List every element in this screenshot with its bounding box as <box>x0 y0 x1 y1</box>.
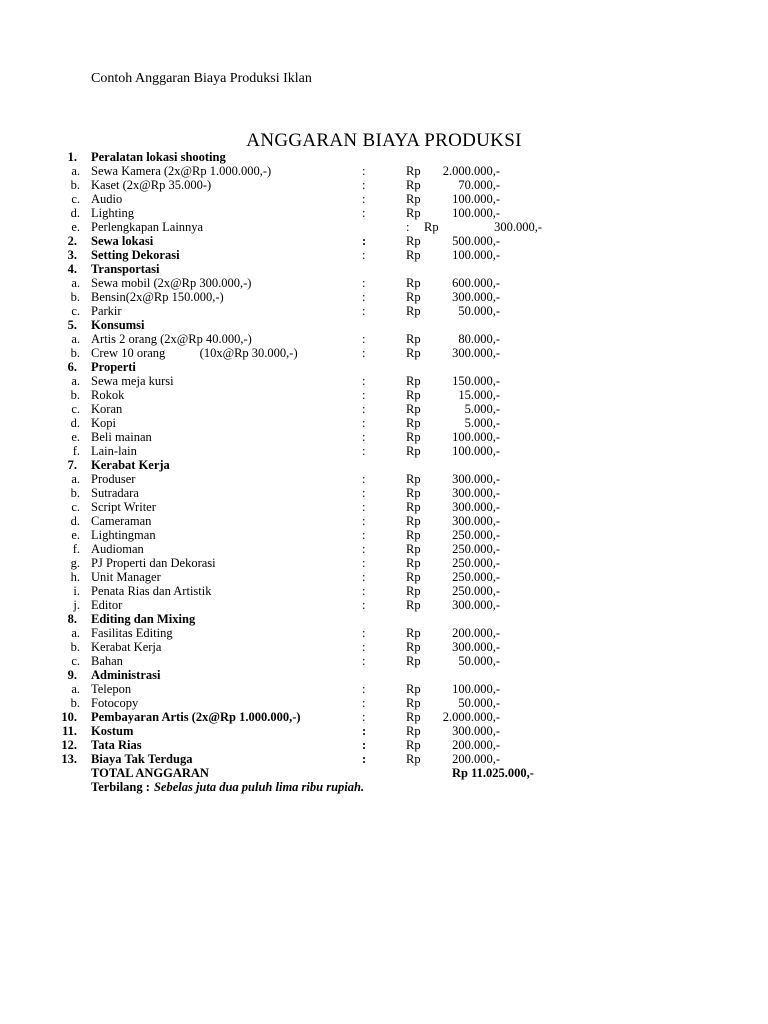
budget-item-row <box>0 556 768 570</box>
row-number: b. <box>70 486 80 500</box>
row-label: Script Writer <box>91 500 156 514</box>
row-label: Biaya Tak Terduga <box>91 752 193 766</box>
currency-label: Rp <box>406 178 421 192</box>
row-label: Kaset (2x@Rp 35.000-) <box>91 178 212 192</box>
currency-label: Rp <box>406 556 421 570</box>
row-label: Sewa Kamera (2x@Rp 1.000.000,-) <box>91 164 272 178</box>
row-number: f. <box>72 444 80 458</box>
row-number: 10. <box>61 710 77 724</box>
spelled-amount-text: Sebelas juta dua puluh lima ribu rupiah. <box>153 780 365 794</box>
currency-label: Rp <box>406 402 421 416</box>
row-colon: : <box>362 556 366 570</box>
row-number: b. <box>70 640 80 654</box>
budget-item-row <box>0 472 768 486</box>
budget-item-row <box>0 682 768 696</box>
row-colon: : <box>362 626 366 640</box>
row-label: Peralatan lokasi shooting <box>91 150 226 164</box>
row-colon: : <box>362 248 366 262</box>
row-amount: 5.000,- <box>464 402 500 416</box>
row-label: Fotocopy <box>91 696 139 710</box>
budget-item-row <box>0 430 768 444</box>
row-colon: : <box>362 598 366 612</box>
row-label: Administrasi <box>91 668 161 682</box>
budget-section-row <box>0 752 768 766</box>
row-label: Editing dan Mixing <box>91 612 196 626</box>
currency-label: Rp <box>406 248 421 262</box>
row-colon: : <box>362 164 366 178</box>
row-label: Koran <box>91 402 123 416</box>
currency-label: Rp <box>406 290 421 304</box>
row-amount: 250.000,- <box>452 570 500 584</box>
currency-label: Rp <box>406 584 421 598</box>
row-colon: : <box>362 402 366 416</box>
budget-item-row <box>0 514 768 528</box>
row-label: Cameraman <box>91 514 152 528</box>
total-amount: Rp 11.025.000,- <box>452 766 534 780</box>
row-label: Artis 2 orang (2x@Rp 40.000,-) <box>91 332 252 346</box>
currency-label: Rp <box>406 486 421 500</box>
row-number: j. <box>73 598 80 612</box>
row-number: 11. <box>62 724 77 738</box>
row-colon: : <box>362 206 366 220</box>
row-amount: 300.000,- <box>452 640 500 654</box>
budget-item-row <box>0 276 768 290</box>
budget-item-row <box>0 570 768 584</box>
row-number: 6. <box>67 360 77 374</box>
budget-item-row <box>0 304 768 318</box>
row-number: 8. <box>67 612 77 626</box>
row-label: Audio <box>91 192 123 206</box>
row-number: f. <box>72 542 80 556</box>
row-label: Penata Rias dan Artistik <box>91 584 212 598</box>
currency-label: Rp <box>406 164 421 178</box>
currency-label: Rp <box>406 654 421 668</box>
row-number: d. <box>70 514 80 528</box>
budget-item-row <box>0 598 768 612</box>
currency-label: Rp <box>406 528 421 542</box>
currency-label: Rp <box>406 724 421 738</box>
row-number: 7. <box>67 458 77 472</box>
row-label: Kopi <box>91 416 116 430</box>
row-label: Sewa mobil (2x@Rp 300.000,-) <box>91 276 252 290</box>
row-label: Audioman <box>91 542 144 556</box>
row-colon: : <box>406 220 410 234</box>
currency-label: Rp <box>406 332 421 346</box>
row-amount: 70.000,- <box>458 178 500 192</box>
budget-section-row <box>0 738 768 752</box>
row-label: Bahan <box>91 654 123 668</box>
row-label: Sutradara <box>91 486 139 500</box>
row-amount: 300.000,- <box>452 500 500 514</box>
row-label: Produser <box>91 472 136 486</box>
row-label: Lighting <box>91 206 135 220</box>
document-header: Contoh Anggaran Biaya Produksi Iklan <box>91 71 312 86</box>
currency-label: Rp <box>406 598 421 612</box>
budget-item-row <box>0 206 768 220</box>
budget-item-row <box>0 500 768 514</box>
row-colon: : <box>362 416 366 430</box>
budget-item-row <box>0 542 768 556</box>
row-label: Parkir <box>91 304 122 318</box>
row-amount: 250.000,- <box>452 542 500 556</box>
budget-item-row <box>0 388 768 402</box>
budget-item-row <box>0 220 768 234</box>
budget-section-row <box>0 234 768 248</box>
row-amount: 200.000,- <box>452 626 500 640</box>
row-number: i. <box>73 584 80 598</box>
row-label: Pembayaran Artis (2x@Rp 1.000.000,-) <box>91 710 301 724</box>
row-label: Properti <box>91 360 136 374</box>
row-amount: 300.000,- <box>452 290 500 304</box>
row-number: e. <box>71 220 80 234</box>
row-colon: : <box>362 444 366 458</box>
row-number: b. <box>70 346 80 360</box>
row-colon: : <box>362 570 366 584</box>
currency-label: Rp <box>406 710 421 724</box>
currency-label: Rp <box>406 640 421 654</box>
row-label: Rokok <box>91 388 125 402</box>
row-amount: 250.000,- <box>452 528 500 542</box>
currency-label: Rp <box>424 220 439 234</box>
spelled-amount-row <box>0 780 768 794</box>
row-amount: 100.000,- <box>452 248 500 262</box>
budget-item-row <box>0 528 768 542</box>
row-colon: : <box>362 472 366 486</box>
budget-item-row <box>0 402 768 416</box>
row-amount: 300.000,- <box>494 220 542 234</box>
page-title-text: ANGGARAN BIAYA PRODUKSI <box>246 130 522 151</box>
currency-label: Rp <box>406 738 421 752</box>
row-amount: 100.000,- <box>452 206 500 220</box>
row-number: d. <box>70 206 80 220</box>
row-label: Sewa lokasi <box>91 234 154 248</box>
row-number: d. <box>70 416 80 430</box>
row-number: 3. <box>67 248 77 262</box>
budget-section-row <box>0 612 768 626</box>
budget-item-row <box>0 654 768 668</box>
row-amount: 300.000,- <box>452 724 500 738</box>
budget-item-row <box>0 374 768 388</box>
row-amount: 600.000,- <box>452 276 500 290</box>
currency-label: Rp <box>406 752 421 766</box>
row-number: c. <box>71 402 80 416</box>
currency-label: Rp <box>406 388 421 402</box>
budget-item-row <box>0 192 768 206</box>
row-number: a. <box>71 276 80 290</box>
currency-label: Rp <box>406 206 421 220</box>
row-colon: : <box>362 514 366 528</box>
row-amount: 50.000,- <box>458 654 500 668</box>
budget-item-row <box>0 640 768 654</box>
budget-item-row <box>0 416 768 430</box>
budget-item-row <box>0 444 768 458</box>
spelled-label <box>91 780 364 794</box>
row-amount: 300.000,- <box>452 514 500 528</box>
row-amount: 15.000,- <box>458 388 500 402</box>
row-number: c. <box>71 500 80 514</box>
currency-label: Rp <box>406 304 421 318</box>
row-label: Crew 10 orang (10x@Rp 30.000,-) <box>91 346 298 360</box>
row-number: b. <box>70 290 80 304</box>
row-amount: 200.000,- <box>452 752 500 766</box>
row-label: Konsumsi <box>91 318 145 332</box>
row-amount: 300.000,- <box>452 486 500 500</box>
budget-section-row <box>0 262 768 276</box>
row-colon: : <box>362 654 366 668</box>
row-label: Setting Dekorasi <box>91 248 180 262</box>
budget-section-row <box>0 724 768 738</box>
budget-section-row <box>0 668 768 682</box>
currency-label: Rp <box>406 514 421 528</box>
budget-list <box>0 150 768 794</box>
budget-section-row <box>0 458 768 472</box>
currency-label: Rp <box>406 500 421 514</box>
currency-label: Rp <box>406 570 421 584</box>
currency-label: Rp <box>406 542 421 556</box>
row-label: Bensin(2x@Rp 150.000,-) <box>91 290 224 304</box>
total-label: TOTAL ANGGARAN <box>91 766 209 780</box>
row-colon: : <box>362 640 366 654</box>
row-colon: : <box>362 528 366 542</box>
row-label: Unit Manager <box>91 570 161 584</box>
row-label: Fasilitas Editing <box>91 626 173 640</box>
budget-section-row <box>0 710 768 724</box>
row-number: b. <box>70 388 80 402</box>
row-amount: 50.000,- <box>458 304 500 318</box>
row-label: Beli mainan <box>91 430 152 444</box>
budget-item-row <box>0 346 768 360</box>
currency-label: Rp <box>406 416 421 430</box>
currency-label: Rp <box>406 682 421 696</box>
row-colon: : <box>362 710 366 724</box>
row-amount: 100.000,- <box>452 430 500 444</box>
row-number: a. <box>71 472 80 486</box>
budget-item-row <box>0 178 768 192</box>
budget-item-row <box>0 290 768 304</box>
row-colon: : <box>362 346 366 360</box>
row-amount: 500.000,- <box>452 234 500 248</box>
row-colon: : <box>362 696 366 710</box>
row-colon: : <box>362 752 367 766</box>
row-colon: : <box>362 192 366 206</box>
row-amount: 200.000,- <box>452 738 500 752</box>
row-colon: : <box>362 542 366 556</box>
currency-label: Rp <box>406 626 421 640</box>
row-label: Kerabat Kerja <box>91 640 162 654</box>
row-colon: : <box>362 234 367 248</box>
row-number: 1. <box>67 150 77 164</box>
row-colon: : <box>362 332 366 346</box>
row-colon: : <box>362 724 367 738</box>
budget-section-row <box>0 150 768 164</box>
currency-label: Rp <box>406 374 421 388</box>
row-number: a. <box>71 374 80 388</box>
currency-label: Rp <box>406 346 421 360</box>
row-number: 9. <box>67 668 77 682</box>
row-amount: 300.000,- <box>452 598 500 612</box>
row-amount: 300.000,- <box>452 346 500 360</box>
currency-label: Rp <box>406 276 421 290</box>
row-number: e. <box>71 528 80 542</box>
row-amount: 5.000,- <box>464 416 500 430</box>
row-label: Editor <box>91 598 123 612</box>
row-amount: 50.000,- <box>458 696 500 710</box>
page-title <box>0 130 768 152</box>
row-colon: : <box>362 500 366 514</box>
currency-label: Rp <box>406 430 421 444</box>
budget-section-row <box>0 318 768 332</box>
budget-item-row <box>0 626 768 640</box>
budget-item-row <box>0 696 768 710</box>
row-number: b. <box>70 178 80 192</box>
row-number: h. <box>70 570 80 584</box>
row-colon: : <box>362 388 366 402</box>
row-amount: 100.000,- <box>452 444 500 458</box>
row-label: Kostum <box>91 724 134 738</box>
row-amount: 250.000,- <box>452 584 500 598</box>
budget-item-row <box>0 332 768 346</box>
row-colon: : <box>362 682 366 696</box>
budget-section-row <box>0 360 768 374</box>
budget-section-row <box>0 248 768 262</box>
budget-item-row <box>0 584 768 598</box>
row-amount: 300.000,- <box>452 472 500 486</box>
currency-label: Rp <box>406 472 421 486</box>
row-label: Sewa meja kursi <box>91 374 174 388</box>
row-amount: 250.000,- <box>452 556 500 570</box>
currency-label: Rp <box>406 192 421 206</box>
row-colon: : <box>362 430 366 444</box>
spelled-label-text: Terbilang : <box>91 780 150 794</box>
row-number: 5. <box>67 318 77 332</box>
row-colon: : <box>362 290 366 304</box>
row-amount: 100.000,- <box>452 682 500 696</box>
row-colon: : <box>362 304 366 318</box>
row-number: 12. <box>61 738 77 752</box>
row-number: 4. <box>67 262 77 276</box>
row-label: Transportasi <box>91 262 160 276</box>
row-colon: : <box>362 486 366 500</box>
row-label: Perlengkapan Lainnya <box>91 220 204 234</box>
row-number: e. <box>71 430 80 444</box>
row-colon: : <box>362 738 367 752</box>
row-number: a. <box>71 626 80 640</box>
row-colon: : <box>362 178 366 192</box>
currency-label: Rp <box>406 444 421 458</box>
row-colon: : <box>362 276 366 290</box>
row-number: g. <box>70 556 80 570</box>
row-number: 13. <box>61 752 77 766</box>
row-amount: 2.000.000,- <box>442 710 500 724</box>
row-amount: 100.000,- <box>452 192 500 206</box>
row-number: a. <box>71 164 80 178</box>
row-colon: : <box>362 374 366 388</box>
currency-label: Rp <box>406 234 421 248</box>
row-label: Tata Rias <box>91 738 142 752</box>
row-amount: 150.000,- <box>452 374 500 388</box>
row-label: Kerabat Kerja <box>91 458 170 472</box>
row-colon: : <box>362 584 366 598</box>
row-label: Lightingman <box>91 528 156 542</box>
row-number: 2. <box>67 234 77 248</box>
budget-item-row <box>0 486 768 500</box>
total-row <box>0 766 768 780</box>
row-number: b. <box>70 696 80 710</box>
row-number: a. <box>71 332 80 346</box>
row-label: Lain-lain <box>91 444 137 458</box>
row-number: c. <box>71 654 80 668</box>
row-amount: 2.000.000,- <box>442 164 500 178</box>
row-label: Telepon <box>91 682 132 696</box>
row-label: PJ Properti dan Dekorasi <box>91 556 216 570</box>
row-amount: 80.000,- <box>458 332 500 346</box>
row-number: c. <box>71 304 80 318</box>
currency-label: Rp <box>406 696 421 710</box>
row-number: c. <box>71 192 80 206</box>
budget-item-row <box>0 164 768 178</box>
row-number: a. <box>71 682 80 696</box>
